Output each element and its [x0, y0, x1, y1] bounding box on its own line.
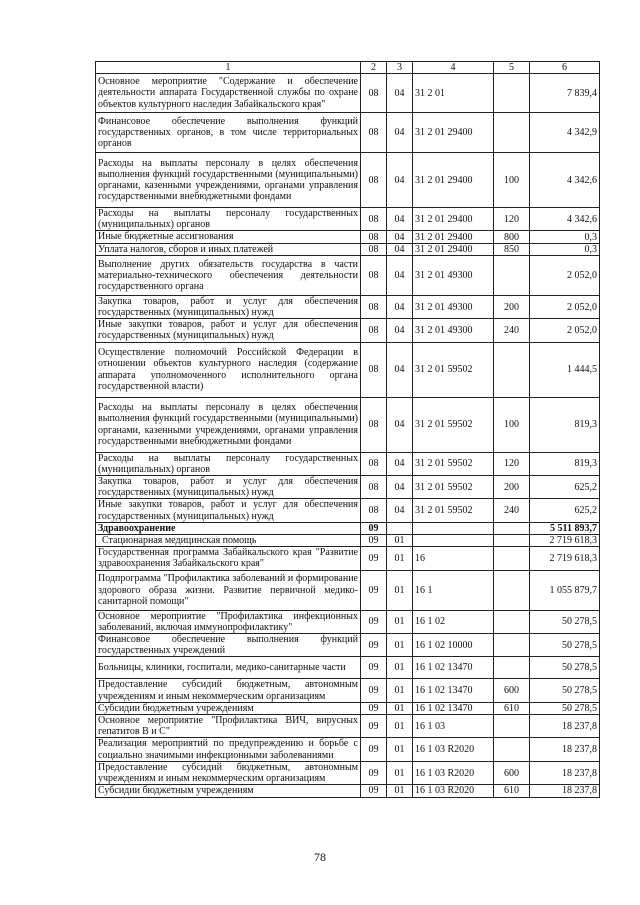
section-code-cell: 09: [361, 535, 387, 547]
row-name-cell: Иные закупки товаров, работ и услуг для обеспечения государственных (муниципальных) нужд: [96, 499, 361, 522]
row-name-cell: Финансовое обеспечение выполнения функций государственных органов, в том числе территориальных органов: [96, 113, 361, 153]
subsection-code-cell: 01: [387, 679, 413, 702]
section-code-cell: 08: [361, 74, 387, 113]
expense-type-cell: 240: [494, 319, 530, 342]
subsection-code-cell: 01: [387, 535, 413, 547]
subsection-code-cell: 01: [387, 634, 413, 657]
expense-type-cell: [494, 715, 530, 738]
target-article-cell: 16 1 02 13470: [413, 657, 494, 679]
amount-cell: 2 719 618,3: [530, 535, 600, 547]
target-article-cell: 31 2 01 29400: [413, 243, 494, 255]
expense-type-cell: 800: [494, 231, 530, 243]
row-name-cell: Государственная программа Забайкальского края "Развитие здравоохранения Забайкальского края": [96, 547, 361, 570]
amount-cell: 18 237,8: [530, 715, 600, 738]
expense-type-cell: 850: [494, 243, 530, 255]
subsection-code-cell: 01: [387, 715, 413, 738]
table-row: [96, 74, 600, 113]
header-cell: 5: [494, 62, 530, 74]
section-code-cell: 08: [361, 243, 387, 255]
row-name-cell: Расходы на выплаты персоналу в целях обеспечения выполнения функций государственными (муниципальными) органами, казенными учреждениями, органами управления государственными внебюджетными фондами: [96, 153, 361, 208]
section-code-cell: 08: [361, 208, 387, 231]
expense-type-cell: 610: [494, 702, 530, 714]
table-row: [96, 570, 600, 610]
expense-type-cell: [494, 634, 530, 657]
section-code-cell: 08: [361, 255, 387, 295]
section-code-cell: 09: [361, 610, 387, 633]
subsection-code-cell: [387, 522, 413, 534]
amount-cell: 50 278,5: [530, 634, 600, 657]
row-name-cell: Подпрограмма "Профилактика заболеваний и формирование здорового образа жизни. Развитие первичной медико-санитарной помощи": [96, 570, 361, 610]
subsection-code-cell: 04: [387, 397, 413, 452]
expense-type-cell: 120: [494, 208, 530, 231]
row-name-cell: Выполнение других обязательств государства в части материально-технического обеспечения деятельности государственного органа: [96, 255, 361, 295]
subsection-code-cell: 04: [387, 74, 413, 113]
target-article-cell: [413, 522, 494, 534]
target-article-cell: 31 2 01 59502: [413, 452, 494, 475]
target-article-cell: 31 2 01 29400: [413, 153, 494, 208]
subsection-code-cell: 01: [387, 657, 413, 679]
amount-cell: 18 237,8: [530, 761, 600, 784]
subsection-code-cell: 04: [387, 208, 413, 231]
target-article-cell: 16 1 02 10000: [413, 634, 494, 657]
table-row: [96, 702, 600, 714]
target-article-cell: 31 2 01 59502: [413, 397, 494, 452]
subsection-code-cell: 01: [387, 738, 413, 761]
amount-cell: 625,2: [530, 476, 600, 499]
amount-cell: 2 719 618,3: [530, 547, 600, 570]
header-cell: 1: [96, 62, 361, 74]
expense-type-cell: 610: [494, 785, 530, 797]
expense-type-cell: 100: [494, 397, 530, 452]
amount-cell: 18 237,8: [530, 738, 600, 761]
expense-type-cell: [494, 342, 530, 397]
row-name-cell: Основное мероприятие "Содержание и обеспечение деятельности аппарата Государственной службы по охране объектов культурного наследия Забайкальского края": [96, 74, 361, 113]
header-cell: 6: [530, 62, 600, 74]
target-article-cell: 16 1 03 R2020: [413, 738, 494, 761]
section-code-cell: 09: [361, 547, 387, 570]
expense-type-cell: 600: [494, 679, 530, 702]
row-name-cell: Субсидии бюджетным учреждениям: [96, 785, 361, 797]
expense-type-cell: [494, 547, 530, 570]
target-article-cell: 16: [413, 547, 494, 570]
section-code-cell: 09: [361, 702, 387, 714]
row-name-cell: Основное мероприятие "Профилактика ВИЧ, вирусных гепатитов В и С": [96, 715, 361, 738]
target-article-cell: 16 1: [413, 570, 494, 610]
budget-table-body: [96, 62, 600, 798]
row-name-cell: Иные закупки товаров, работ и услуг для обеспечения государственных (муниципальных) нужд: [96, 319, 361, 342]
target-article-cell: 16 1 02 13470: [413, 702, 494, 714]
expense-type-cell: 120: [494, 452, 530, 475]
section-code-cell: 08: [361, 231, 387, 243]
target-article-cell: 31 2 01 49300: [413, 295, 494, 318]
table-row: [96, 255, 600, 295]
section-code-cell: 09: [361, 634, 387, 657]
amount-cell: 2 052,0: [530, 295, 600, 318]
section-code-cell: 08: [361, 113, 387, 153]
subsection-code-cell: 01: [387, 547, 413, 570]
target-article-cell: 31 2 01 29400: [413, 113, 494, 153]
expense-type-cell: [494, 570, 530, 610]
target-article-cell: 16 1 03: [413, 715, 494, 738]
amount-cell: 50 278,5: [530, 679, 600, 702]
row-name-cell: Основное мероприятие "Профилактика инфекционных заболеваний, включая иммунопрофилактику": [96, 610, 361, 633]
row-name-cell: Уплата налогов, сборов и иных платежей: [96, 243, 361, 255]
row-name-cell: Стационарная медицинская помощь: [96, 535, 361, 547]
header-cell: 4: [413, 62, 494, 74]
subsection-code-cell: 01: [387, 761, 413, 784]
expense-type-cell: [494, 113, 530, 153]
table-row: [96, 113, 600, 153]
target-article-cell: 16 1 02: [413, 610, 494, 633]
table-row: [96, 208, 600, 231]
row-name-cell: Здравоохранение: [96, 522, 361, 534]
table-row: [96, 610, 600, 633]
table-row: [96, 319, 600, 342]
amount-cell: 0,3: [530, 243, 600, 255]
amount-cell: 2 052,0: [530, 319, 600, 342]
table-row: [96, 243, 600, 255]
section-code-cell: 09: [361, 715, 387, 738]
expense-type-cell: 200: [494, 476, 530, 499]
expense-type-cell: [494, 255, 530, 295]
row-name-cell: Субсидии бюджетным учреждениям: [96, 702, 361, 714]
amount-cell: 4 342,6: [530, 208, 600, 231]
section-code-cell: 08: [361, 295, 387, 318]
subsection-code-cell: 04: [387, 499, 413, 522]
subsection-code-cell: 04: [387, 319, 413, 342]
expense-type-cell: [494, 610, 530, 633]
subsection-code-cell: 04: [387, 295, 413, 318]
section-code-cell: 09: [361, 522, 387, 534]
table-row: [96, 295, 600, 318]
amount-cell: 1 055 879,7: [530, 570, 600, 610]
section-code-cell: 08: [361, 342, 387, 397]
table-row: [96, 342, 600, 397]
table-row: [96, 499, 600, 522]
header-cell: 3: [387, 62, 413, 74]
amount-cell: 4 342,9: [530, 113, 600, 153]
table-row: [96, 452, 600, 475]
subsection-code-cell: 01: [387, 785, 413, 797]
expense-type-cell: 100: [494, 153, 530, 208]
amount-cell: 819,3: [530, 397, 600, 452]
expense-type-cell: 200: [494, 295, 530, 318]
subsection-code-cell: 04: [387, 243, 413, 255]
table-row: [96, 715, 600, 738]
row-name-cell: Расходы на выплаты персоналу в целях обеспечения выполнения функций государственными (муниципальными) органами, казенными учреждениями, органами управления государственными внебюджетными фондами: [96, 397, 361, 452]
row-name-cell: Расходы на выплаты персоналу государственных (муниципальных) органов: [96, 208, 361, 231]
table-row: [96, 657, 600, 679]
section-code-cell: 09: [361, 761, 387, 784]
section-code-cell: 09: [361, 657, 387, 679]
row-name-cell: Предоставление субсидий бюджетным, автономным учреждениям и иным некоммерческим организациям: [96, 679, 361, 702]
subsection-code-cell: 04: [387, 476, 413, 499]
expense-type-cell: [494, 522, 530, 534]
subsection-code-cell: 01: [387, 702, 413, 714]
expense-type-cell: [494, 74, 530, 113]
section-code-cell: 09: [361, 679, 387, 702]
section-code-cell: 09: [361, 738, 387, 761]
subsection-code-cell: 04: [387, 342, 413, 397]
expense-type-cell: 240: [494, 499, 530, 522]
amount-cell: 50 278,5: [530, 702, 600, 714]
amount-cell: 7 839,4: [530, 74, 600, 113]
subsection-code-cell: 04: [387, 231, 413, 243]
subsection-code-cell: 04: [387, 452, 413, 475]
table-row: [96, 535, 600, 547]
target-article-cell: 31 2 01 59502: [413, 476, 494, 499]
subsection-code-cell: 04: [387, 255, 413, 295]
target-article-cell: 31 2 01: [413, 74, 494, 113]
table-row: [96, 738, 600, 761]
table-row: [96, 547, 600, 570]
expense-type-cell: [494, 738, 530, 761]
section-code-cell: 08: [361, 397, 387, 452]
table-row: [96, 231, 600, 243]
section-code-cell: 09: [361, 570, 387, 610]
target-article-cell: 31 2 01 49300: [413, 255, 494, 295]
amount-cell: 18 237,8: [530, 785, 600, 797]
table-row: [96, 153, 600, 208]
subsection-code-cell: 01: [387, 570, 413, 610]
section-code-cell: 08: [361, 476, 387, 499]
table-row: [96, 476, 600, 499]
page-number: 78: [314, 850, 326, 864]
row-name-cell: Предоставление субсидий бюджетным, автономным учреждениям и иным некоммерческим организациям: [96, 761, 361, 784]
target-article-cell: 31 2 01 59502: [413, 342, 494, 397]
budget-table: [95, 61, 600, 798]
amount-cell: 5 511 893,7: [530, 522, 600, 534]
amount-cell: 1 444,5: [530, 342, 600, 397]
row-name-cell: Иные бюджетные ассигнования: [96, 231, 361, 243]
expense-type-cell: 600: [494, 761, 530, 784]
section-code-cell: 08: [361, 499, 387, 522]
subsection-code-cell: 04: [387, 153, 413, 208]
amount-cell: 50 278,5: [530, 610, 600, 633]
section-code-cell: 08: [361, 452, 387, 475]
subsection-code-cell: 04: [387, 113, 413, 153]
section-code-cell: 09: [361, 785, 387, 797]
section-code-cell: 08: [361, 153, 387, 208]
target-article-cell: 31 2 01 29400: [413, 231, 494, 243]
amount-cell: 819,3: [530, 452, 600, 475]
table-row: [96, 634, 600, 657]
row-name-cell: Больницы, клиники, госпитали, медико-санитарные части: [96, 657, 361, 679]
target-article-cell: 31 2 01 29400: [413, 208, 494, 231]
subsection-code-cell: 01: [387, 610, 413, 633]
row-name-cell: Закупка товаров, работ и услуг для обеспечения государственных (муниципальных) нужд: [96, 295, 361, 318]
target-article-cell: 16 1 02 13470: [413, 679, 494, 702]
table-row: [96, 679, 600, 702]
amount-cell: 2 052,0: [530, 255, 600, 295]
target-article-cell: [413, 535, 494, 547]
table-header-row: [96, 62, 600, 74]
header-cell: 2: [361, 62, 387, 74]
row-name-cell: Реализация мероприятий по предупреждению и борьбе с социально значимыми инфекционными заболеваниями: [96, 738, 361, 761]
row-name-cell: Закупка товаров, работ и услуг для обеспечения государственных (муниципальных) нужд: [96, 476, 361, 499]
table-row: [96, 761, 600, 784]
target-article-cell: 31 2 01 49300: [413, 319, 494, 342]
target-article-cell: 16 1 03 R2020: [413, 761, 494, 784]
table-row: [96, 785, 600, 797]
target-article-cell: 16 1 03 R2020: [413, 785, 494, 797]
amount-cell: 50 278,5: [530, 657, 600, 679]
expense-type-cell: [494, 657, 530, 679]
row-name-cell: Расходы на выплаты персоналу государственных (муниципальных) органов: [96, 452, 361, 475]
target-article-cell: 31 2 01 59502: [413, 499, 494, 522]
row-name-cell: Финансовое обеспечение выполнения функций государственных учреждений: [96, 634, 361, 657]
section-code-cell: 08: [361, 319, 387, 342]
amount-cell: 4 342,6: [530, 153, 600, 208]
table-row: [96, 522, 600, 534]
amount-cell: 0,3: [530, 231, 600, 243]
row-name-cell: Осуществление полномочий Российской Федерации в отношении объектов культурного наследия (содержание аппарата уполномоченного исполнительного органа государственной власти): [96, 342, 361, 397]
table-row: [96, 397, 600, 452]
expense-type-cell: [494, 535, 530, 547]
amount-cell: 625,2: [530, 499, 600, 522]
